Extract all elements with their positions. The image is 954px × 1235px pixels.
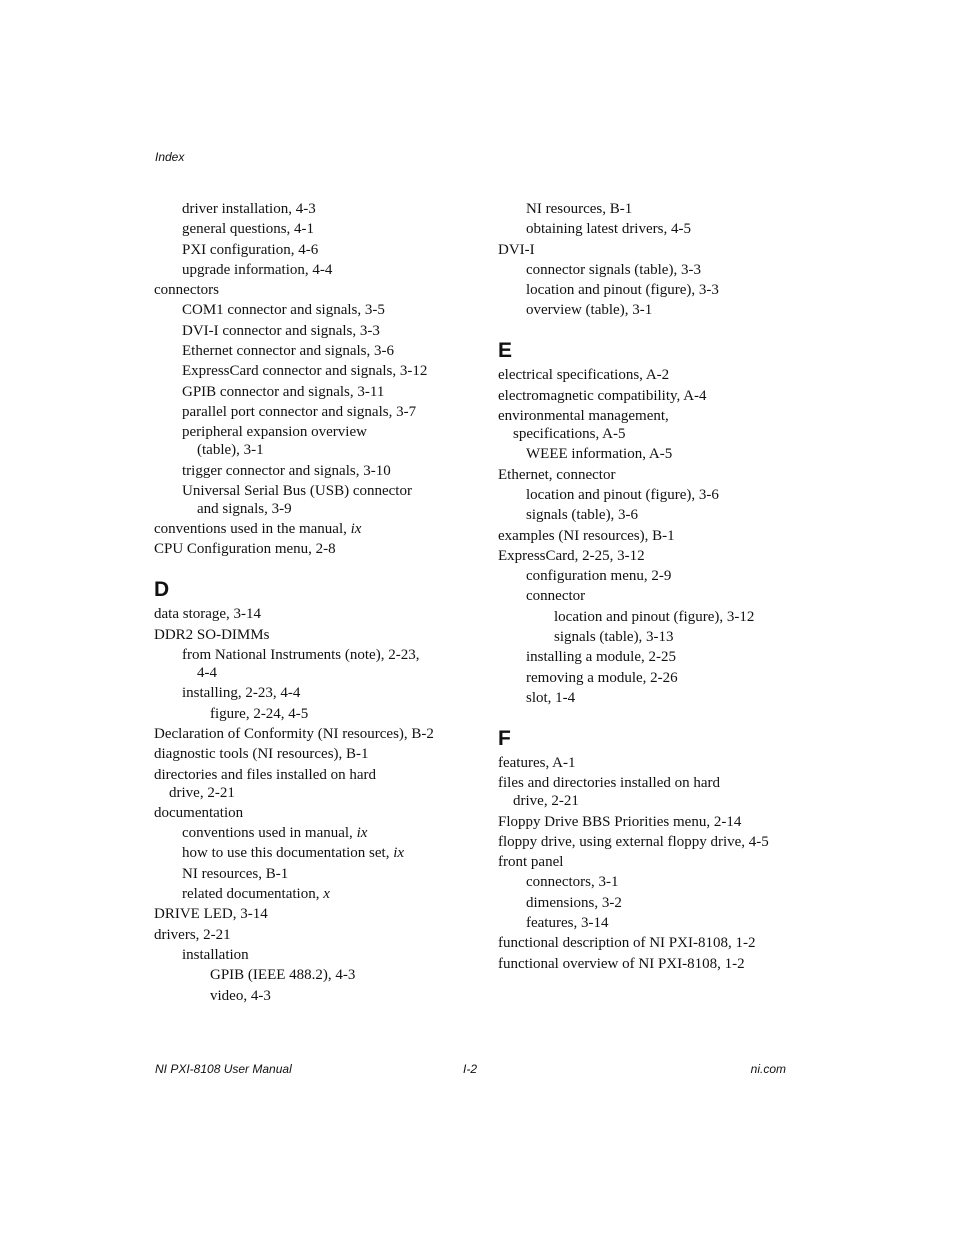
index-entry: [182, 462, 484, 480]
index-entry: [498, 387, 828, 405]
index-entry: [498, 466, 828, 484]
index-entry-italic-ref: x: [323, 886, 330, 903]
page-footer: [155, 1062, 786, 1078]
index-entry: [154, 745, 484, 763]
section-letter-e: E: [498, 339, 513, 363]
index-entry: [554, 628, 828, 646]
index-entry-text: parallel port connector and signals, 3-7: [182, 403, 417, 420]
index-entry-text: functional description of NI PXI-8108, 1-2: [498, 935, 756, 952]
index-entry-text: location and pinout (figure), 3-6: [526, 486, 719, 503]
index-entry: [526, 445, 828, 463]
index-entry-text: Ethernet connector and signals, 3-6: [182, 343, 395, 360]
index-entry-italic-ref: ix: [393, 845, 405, 862]
index-entry-text: connector: [526, 588, 586, 605]
index-entry: [526, 873, 828, 891]
index-entry-continuation: (table), 3-1: [197, 442, 264, 459]
index-entry-text: installation: [182, 946, 249, 963]
index-entry-text: GPIB (IEEE 488.2), 4-3: [210, 967, 356, 984]
index-entry-text: electrical specifications, A-2: [498, 367, 670, 384]
index-entry: [498, 241, 828, 259]
index-entry-text: figure, 2-24, 4-5: [210, 705, 309, 722]
index-entry: [182, 646, 484, 682]
index-entry-text: ExpressCard connector and signals, 3-12: [182, 363, 428, 380]
index-entry-text: DVI-I: [498, 241, 535, 258]
index-entry: [182, 684, 484, 702]
index-entry: [182, 403, 484, 421]
index-entry-text: NI resources, B-1: [182, 865, 289, 882]
index-entry-text: Ethernet, connector: [498, 466, 616, 483]
index-entry-text: dimensions, 3-2: [526, 894, 622, 911]
index-entry: [210, 705, 484, 723]
index-entry: [154, 520, 484, 538]
index-column-right: [498, 200, 828, 975]
index-entry: [154, 766, 484, 802]
footer-manual-title: NI PXI-8108 User Manual: [155, 1062, 292, 1076]
index-entry-text: connectors, 3-1: [526, 874, 619, 891]
index-entry: [498, 366, 828, 384]
index-entry: [182, 362, 484, 380]
index-entry: [154, 281, 484, 299]
index-entry-text: slot, 1-4: [526, 689, 576, 706]
index-entry-italic-ref: ix: [350, 521, 362, 538]
index-entry: [498, 547, 828, 565]
index-entry: [526, 689, 828, 707]
index-entry: [526, 914, 828, 932]
index-entry-text: files and directories installed on hard: [498, 775, 721, 792]
index-entry: [498, 407, 828, 443]
index-entry-text: documentation: [154, 804, 244, 821]
index-entry: [154, 905, 484, 923]
index-entry: [526, 220, 828, 238]
index-entry: [154, 605, 484, 623]
index-entry: [182, 301, 484, 319]
index-entry-continuation: 4-4: [197, 665, 217, 682]
index-entry-text: PXI configuration, 4-6: [182, 241, 319, 258]
index-entry: [498, 853, 828, 871]
index-entry-text: video, 4-3: [210, 987, 271, 1004]
index-entry-text: installing a module, 2-25: [526, 649, 676, 666]
index-entry: [154, 626, 484, 644]
index-entry-text: driver installation, 4-3: [182, 201, 316, 217]
index-entry: [498, 774, 828, 810]
footer-page-number: I-2: [463, 1062, 478, 1076]
index-entry-text: floppy drive, using external floppy drive, 4-5: [498, 833, 769, 850]
index-entry: [182, 824, 484, 842]
index-entry-text: how to use this documentation set,: [182, 845, 394, 862]
index-entry-text: functional overview of NI PXI-8108, 1-2: [498, 955, 745, 972]
index-entry: [182, 241, 484, 259]
index-entry-text: Declaration of Conformity (NI resources), B-2: [154, 725, 434, 742]
index-entry: [210, 966, 484, 984]
index-entry-continuation: drive, 2-21: [513, 793, 579, 810]
index-entry: [182, 423, 484, 459]
index-entry-text: configuration menu, 2-9: [526, 568, 672, 585]
index-entry-text: WEEE information, A-5: [526, 446, 673, 463]
index-entry: [498, 527, 828, 545]
index-entry: [526, 567, 828, 585]
index-entry: [498, 754, 828, 772]
index-entry-text: connector signals (table), 3-3: [526, 261, 701, 278]
index-entry: [154, 725, 484, 743]
index-entry: [526, 281, 828, 299]
index-entry: [554, 608, 828, 626]
index-entry-text: upgrade information, 4-4: [182, 261, 333, 278]
index-entry-text: location and pinout (figure), 3-12: [554, 608, 755, 625]
index-entry: [182, 220, 484, 238]
index-entry-text: GPIB connector and signals, 3-11: [182, 383, 385, 400]
index-entry-text: examples (NI resources), B-1: [498, 527, 675, 544]
index-entry: [182, 865, 484, 883]
index-entry: [182, 342, 484, 360]
index-entry: [210, 987, 484, 1005]
running-head: Index: [155, 150, 185, 164]
index-entry-text: overview (table), 3-1: [526, 302, 653, 319]
index-entry-text: drivers, 2-21: [154, 926, 231, 943]
index-entry: [182, 322, 484, 340]
index-entry-text: front panel: [498, 854, 564, 871]
index-entry-text: directories and files installed on hard: [154, 766, 377, 783]
index-entry-italic-ref: ix: [356, 825, 368, 842]
index-entry-text: Universal Serial Bus (USB) connector: [182, 482, 412, 499]
index-entry: [182, 885, 484, 903]
index-entry-continuation: and signals, 3-9: [197, 500, 292, 517]
index-entry: [498, 833, 828, 851]
index-entry-text: COM1 connector and signals, 3-5: [182, 302, 385, 319]
index-entry: [526, 200, 828, 218]
index-entry: [526, 669, 828, 687]
index-entry-text: general questions, 4-1: [182, 221, 315, 238]
index-entry: [154, 804, 484, 822]
index-entry-text: peripheral expansion overview: [182, 424, 367, 441]
index-entry: [154, 926, 484, 944]
index-entry-text: data storage, 3-14: [154, 606, 262, 623]
index-entry-text: electromagnetic compatibility, A-4: [498, 387, 707, 404]
index-entry: [182, 482, 484, 518]
index-entry: [498, 934, 828, 952]
index-entry: [526, 587, 828, 605]
index-entry: [182, 261, 484, 279]
index-entry-text: Floppy Drive BBS Priorities menu, 2-14: [498, 813, 742, 830]
index-entry-text: conventions used in the manual,: [154, 521, 351, 538]
index-entry: [526, 894, 828, 912]
index-entry: [182, 946, 484, 964]
index-entry-text: DVI-I connector and signals, 3-3: [182, 322, 380, 339]
index-entry: [526, 301, 828, 319]
index-entry-text: CPU Configuration menu, 2-8: [154, 541, 336, 558]
index-column-left: [154, 200, 484, 1007]
index-entry: [498, 813, 828, 831]
index-entry: [526, 648, 828, 666]
index-entry-text: installing, 2-23, 4-4: [182, 685, 301, 702]
index-entry-text: signals (table), 3-13: [554, 629, 674, 646]
index-entry-text: features, A-1: [498, 754, 576, 771]
index-entry-text: removing a module, 2-26: [526, 669, 678, 686]
index-entry-text: features, 3-14: [526, 915, 609, 932]
index-entry: [182, 200, 484, 218]
index-entry-text: from National Instruments (note), 2-23,: [182, 647, 420, 664]
index-entry: [182, 844, 484, 862]
index-entry-text: DRIVE LED, 3-14: [154, 906, 268, 923]
index-entry-text: conventions used in manual,: [182, 825, 357, 842]
index-entry-text: DDR2 SO-DIMMs: [154, 626, 270, 643]
index-entry: [154, 540, 484, 558]
index-entry: [182, 383, 484, 401]
index-entry-text: environmental management,: [498, 408, 669, 425]
index-entry-text: trigger connector and signals, 3-10: [182, 462, 391, 479]
index-entry-text: diagnostic tools (NI resources), B-1: [154, 746, 369, 763]
index-entry-text: connectors: [154, 282, 219, 299]
index-entry-text: location and pinout (figure), 3-3: [526, 282, 719, 299]
section-letter-f: F: [498, 726, 511, 750]
index-entry-text: related documentation,: [182, 886, 324, 903]
index-entry: [498, 955, 828, 973]
section-letter-d: D: [154, 578, 170, 602]
index-entry: [526, 261, 828, 279]
index-entry: [526, 486, 828, 504]
index-entry-continuation: drive, 2-21: [169, 784, 235, 801]
index-entry-text: signals (table), 3-6: [526, 507, 639, 524]
index-entry-continuation: specifications, A-5: [513, 426, 626, 443]
index-entry-text: obtaining latest drivers, 4-5: [526, 221, 691, 238]
index-entry-text: NI resources, B-1: [526, 201, 633, 217]
footer-website: ni.com: [750, 1062, 786, 1076]
index-entry: [526, 506, 828, 524]
index-entry-text: ExpressCard, 2-25, 3-12: [498, 547, 645, 564]
